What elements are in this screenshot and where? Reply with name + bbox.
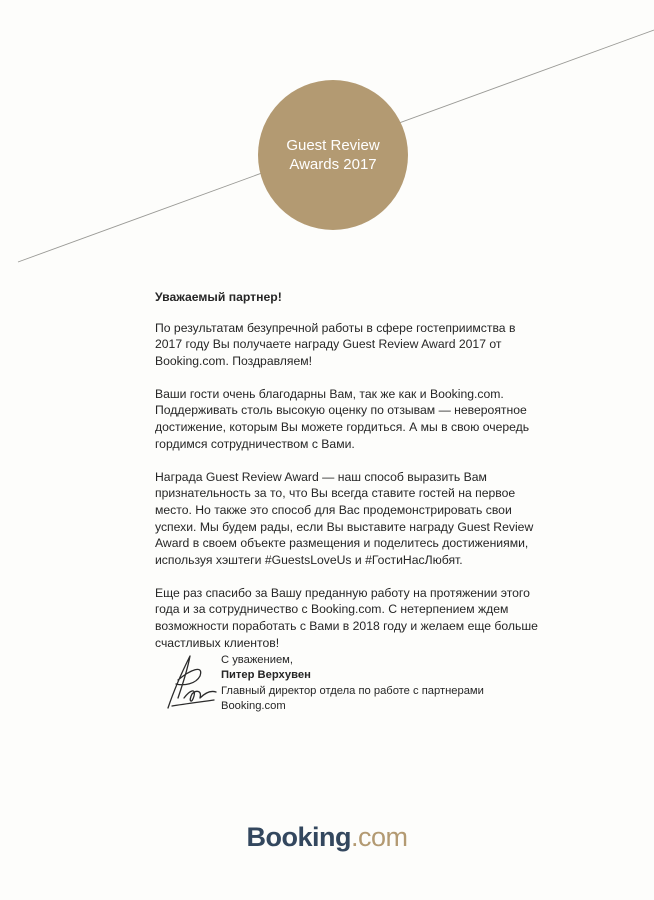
logo-booking: Booking bbox=[246, 822, 351, 852]
award-medallion bbox=[258, 80, 408, 230]
paragraph-3: Награда Guest Review Award — наш способ выразить Вам признательность за то, что Вы всегда ставите гостей на первое место. Но также это способ для Вас продемонстрировать свои успехи. Мы будем рады, если Вы выставите награду Guest Review Award в своем объекте размещения и поделитесь достижениями, используя хэштеги #GuestsLoveUs и #ГостиНасЛюбят. bbox=[155, 469, 534, 567]
paragraph-1: По результатам безупречной работы в сфере гостеприимства в 2017 году Вы получаете награду Guest Review Award 2017 от Booking.com. Поздравляем! bbox=[155, 320, 516, 368]
greeting: Уважаемый партнер! bbox=[155, 290, 282, 304]
signer-company: Booking.com bbox=[221, 699, 286, 712]
award-title-line1: Guest Review bbox=[286, 137, 380, 154]
letter-body bbox=[155, 289, 545, 668]
logo-dotcom: .com bbox=[350, 822, 408, 852]
booking-logo bbox=[0, 822, 654, 853]
award-title-line2: Awards 2017 bbox=[289, 156, 377, 173]
handwritten-signature bbox=[160, 650, 220, 712]
paragraph-2: Ваши гости очень благодарны Вам, так же как и Booking.com. Поддерживать столь высокую оценку по отзывам — невероятное достижение, которым Вы можете гордиться. А мы в свою очередь гордимся сотрудничеством с Вами. bbox=[155, 386, 530, 451]
closing-block bbox=[221, 653, 484, 714]
closing-regards: С уважением, bbox=[221, 654, 293, 666]
signer-name: Питер Верхувен bbox=[221, 669, 311, 682]
paragraph-4: Еще раз спасибо за Вашу преданную работу на протяжении этого года и за сотрудничество с Booking.com. С нетерпением ждем возможности поработать с Вами в 2018 году и желаем еще больше счастливых клиентов! bbox=[155, 585, 538, 650]
signer-title: Главный директор отдела по работе с партнерами bbox=[221, 684, 484, 697]
